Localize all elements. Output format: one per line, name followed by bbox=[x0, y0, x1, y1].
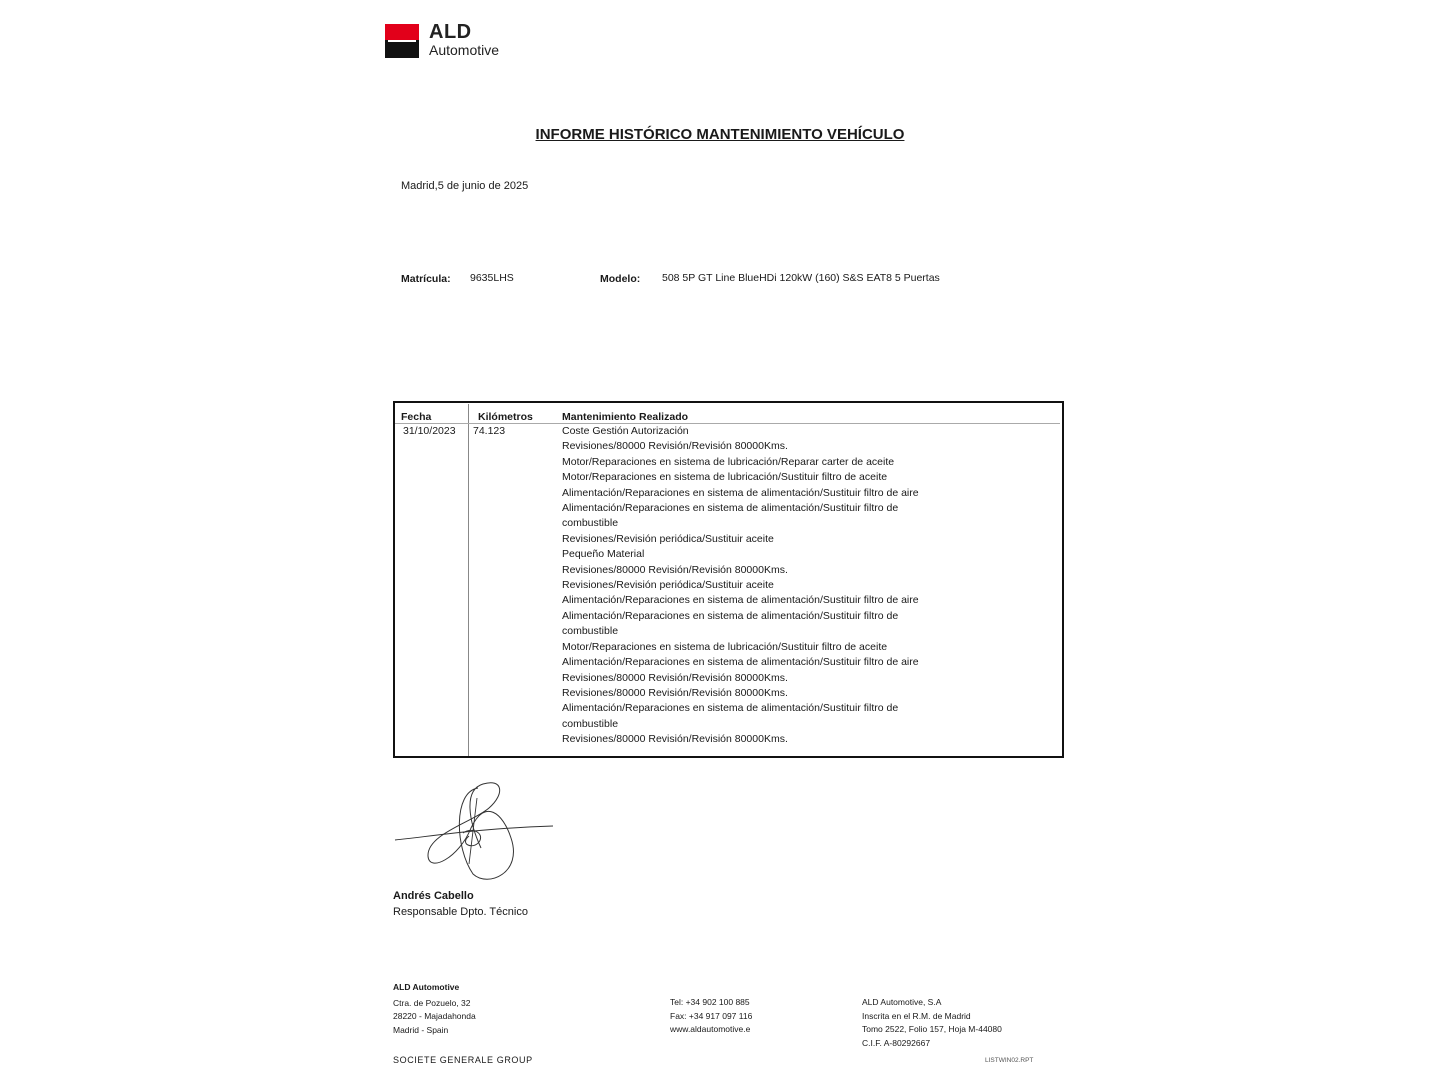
footer-fax: Fax: +34 917 097 116 bbox=[670, 1010, 753, 1021]
footer-company: ALD Automotive bbox=[393, 982, 460, 992]
maintenance-item: Alimentación/Reparaciones en sistema de alimentación/Sustituir filtro de bbox=[562, 502, 899, 515]
group-name: SOCIETE GENERALE GROUP bbox=[393, 1055, 533, 1065]
maintenance-item: Alimentación/Reparaciones en sistema de alimentación/Sustituir filtro de bbox=[562, 609, 899, 622]
logo-name: ALD bbox=[429, 21, 472, 43]
maintenance-item: Motor/Reparaciones en sistema de lubricación/Reparar carter de aceite bbox=[562, 455, 895, 468]
signer-role: Responsable Dpto. Técnico bbox=[393, 906, 528, 918]
maintenance-item: Revisiones/80000 Revisión/Revisión 80000Kms. bbox=[562, 563, 788, 576]
maintenance-item: Revisiones/Revisión periódica/Sustituir aceite bbox=[562, 579, 774, 592]
row-km: 74.123 bbox=[473, 425, 506, 437]
column-divider bbox=[468, 404, 469, 756]
footer-legal-line: C.I.F. A-80292667 bbox=[862, 1037, 931, 1048]
logo-subtitle: Automotive bbox=[429, 42, 500, 58]
maintenance-item: Revisiones/80000 Revisión/Revisión 80000Kms. bbox=[562, 440, 788, 453]
maintenance-item: combustible bbox=[562, 625, 619, 638]
footer-address-line: Madrid - Spain bbox=[393, 1024, 449, 1035]
footer-web[interactable]: www.aldautomotive.e bbox=[670, 1024, 751, 1034]
maintenance-item: Motor/Reparaciones en sistema de lubricación/Sustituir filtro de aceite bbox=[562, 640, 888, 653]
maintenance-item: Revisiones/80000 Revisión/Revisión 80000Kms. bbox=[562, 671, 788, 684]
footer-address bbox=[393, 981, 476, 1037]
ald-logo-mark bbox=[385, 24, 419, 58]
footer-address-line: Ctra. de Pozuelo, 32 bbox=[393, 997, 471, 1008]
footer-legal bbox=[862, 996, 1002, 1050]
maintenance-item: combustible bbox=[562, 717, 619, 730]
maintenance-item: Pequeño Material bbox=[562, 548, 645, 561]
plate-label: Matrícula: bbox=[401, 273, 451, 285]
ald-logo bbox=[385, 22, 515, 62]
date: 5 de junio de 2025 bbox=[437, 180, 529, 192]
report-reference: LISTWIN02.RPT bbox=[985, 1057, 1034, 1064]
model-value: 508 5P GT Line BlueHDi 120kW (160) S&S EAT8 5 Puertas bbox=[662, 272, 940, 284]
place-date bbox=[401, 180, 528, 192]
row-fecha: 31/10/2023 bbox=[403, 425, 456, 437]
model-label: Modelo: bbox=[600, 273, 641, 285]
footer-legal-line: Tomo 2522, Folio 157, Hoja M-44080 bbox=[862, 1024, 1002, 1034]
footer-legal-line: ALD Automotive, S.A bbox=[862, 997, 942, 1007]
header-kilometros: Kilómetros bbox=[478, 411, 533, 423]
maintenance-list bbox=[562, 424, 919, 748]
maintenance-item: Alimentación/Reparaciones en sistema de alimentación/Sustituir filtro de aire bbox=[562, 486, 919, 499]
maintenance-item: Alimentación/Reparaciones en sistema de alimentación/Sustituir filtro de aire bbox=[562, 656, 919, 669]
maintenance-item: Motor/Reparaciones en sistema de lubricación/Sustituir filtro de aceite bbox=[562, 471, 888, 484]
plate-value: 9635LHS bbox=[470, 272, 514, 284]
maintenance-item: Revisiones/Revisión periódica/Sustituir aceite bbox=[562, 532, 774, 545]
footer-address-line: 28220 - Majadahonda bbox=[393, 1011, 476, 1021]
maintenance-item: Alimentación/Reparaciones en sistema de alimentación/Sustituir filtro de aire bbox=[562, 594, 919, 607]
report-title: INFORME HISTÓRICO MANTENIMIENTO VEHÍCULO bbox=[535, 126, 905, 143]
place: Madrid, bbox=[401, 180, 438, 192]
maintenance-item: Coste Gestión Autorización bbox=[562, 425, 689, 437]
header-mantenimiento: Mantenimiento Realizado bbox=[562, 411, 689, 423]
header-fecha: Fecha bbox=[401, 411, 432, 423]
maintenance-item: Revisiones/80000 Revisión/Revisión 80000Kms. bbox=[562, 733, 788, 746]
footer-legal-line: Inscrita en el R.M. de Madrid bbox=[862, 1010, 971, 1021]
signer-name: Andrés Cabello bbox=[393, 890, 474, 902]
maintenance-item: Alimentación/Reparaciones en sistema de alimentación/Sustituir filtro de bbox=[562, 702, 899, 715]
maintenance-item: Revisiones/80000 Revisión/Revisión 80000Kms. bbox=[562, 686, 788, 699]
maintenance-item: combustible bbox=[562, 517, 619, 530]
footer-tel: Tel: +34 902 100 885 bbox=[670, 997, 750, 1007]
footer-contact bbox=[670, 996, 752, 1037]
handwritten-signature bbox=[393, 778, 558, 883]
